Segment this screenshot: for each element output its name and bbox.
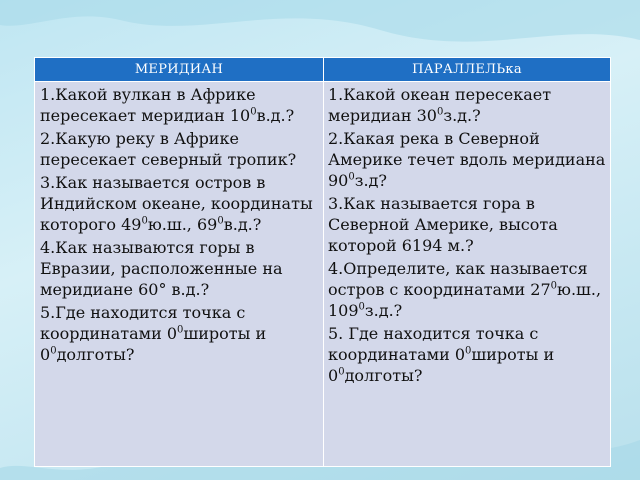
meridian-question-5: 5.Где находится точка с координатами $0^0широты$ и $0^0долготы$? (40, 303, 267, 364)
parallel-question-2: 2.Какая река в Северной Америке течет вдоль меридиана $90^0з.д$? (328, 129, 606, 190)
parallel-question-4: 4.Определите, как называется остров с координатами $27^0ю.ш$., $109^0з.д$.? (328, 259, 602, 320)
header-meridian: МЕРИДИАН (134, 62, 224, 77)
parallel-question-1: 1.Какой океан пересекает меридиан $30^0з.д$.? (328, 85, 552, 125)
header-parallel: ПАРАЛЛЕЛЬка (412, 62, 522, 77)
column-divider (323, 58, 324, 466)
meridian-question-4: 4.Как называются горы в Евразии, расположенные на меридиане 60° в.д.? (40, 238, 283, 299)
meridian-question-2: 2.Какую реку в Африке пересекает северный тропик? (40, 129, 297, 169)
parallel-question-3: 3.Как называется гора в Северной Америке, высота которой 6194 м.? (328, 194, 558, 255)
meridian-question-3: 3.Как называется остров в Индийском океане, координаты которого $49^0ю.ш$., $69^0в.д$.? (40, 173, 313, 234)
questions-table (34, 57, 611, 467)
meridian-question-1: 1.Какой вулкан в Африке пересекает меридиан $10^0в.д$.? (40, 85, 295, 125)
parallel-question-5: 5. Где находится точка с координатами $0^0широты$ и $0^0долготы$? (328, 324, 555, 385)
parallel-questions-column (328, 84, 608, 388)
meridian-questions-column (40, 84, 320, 367)
